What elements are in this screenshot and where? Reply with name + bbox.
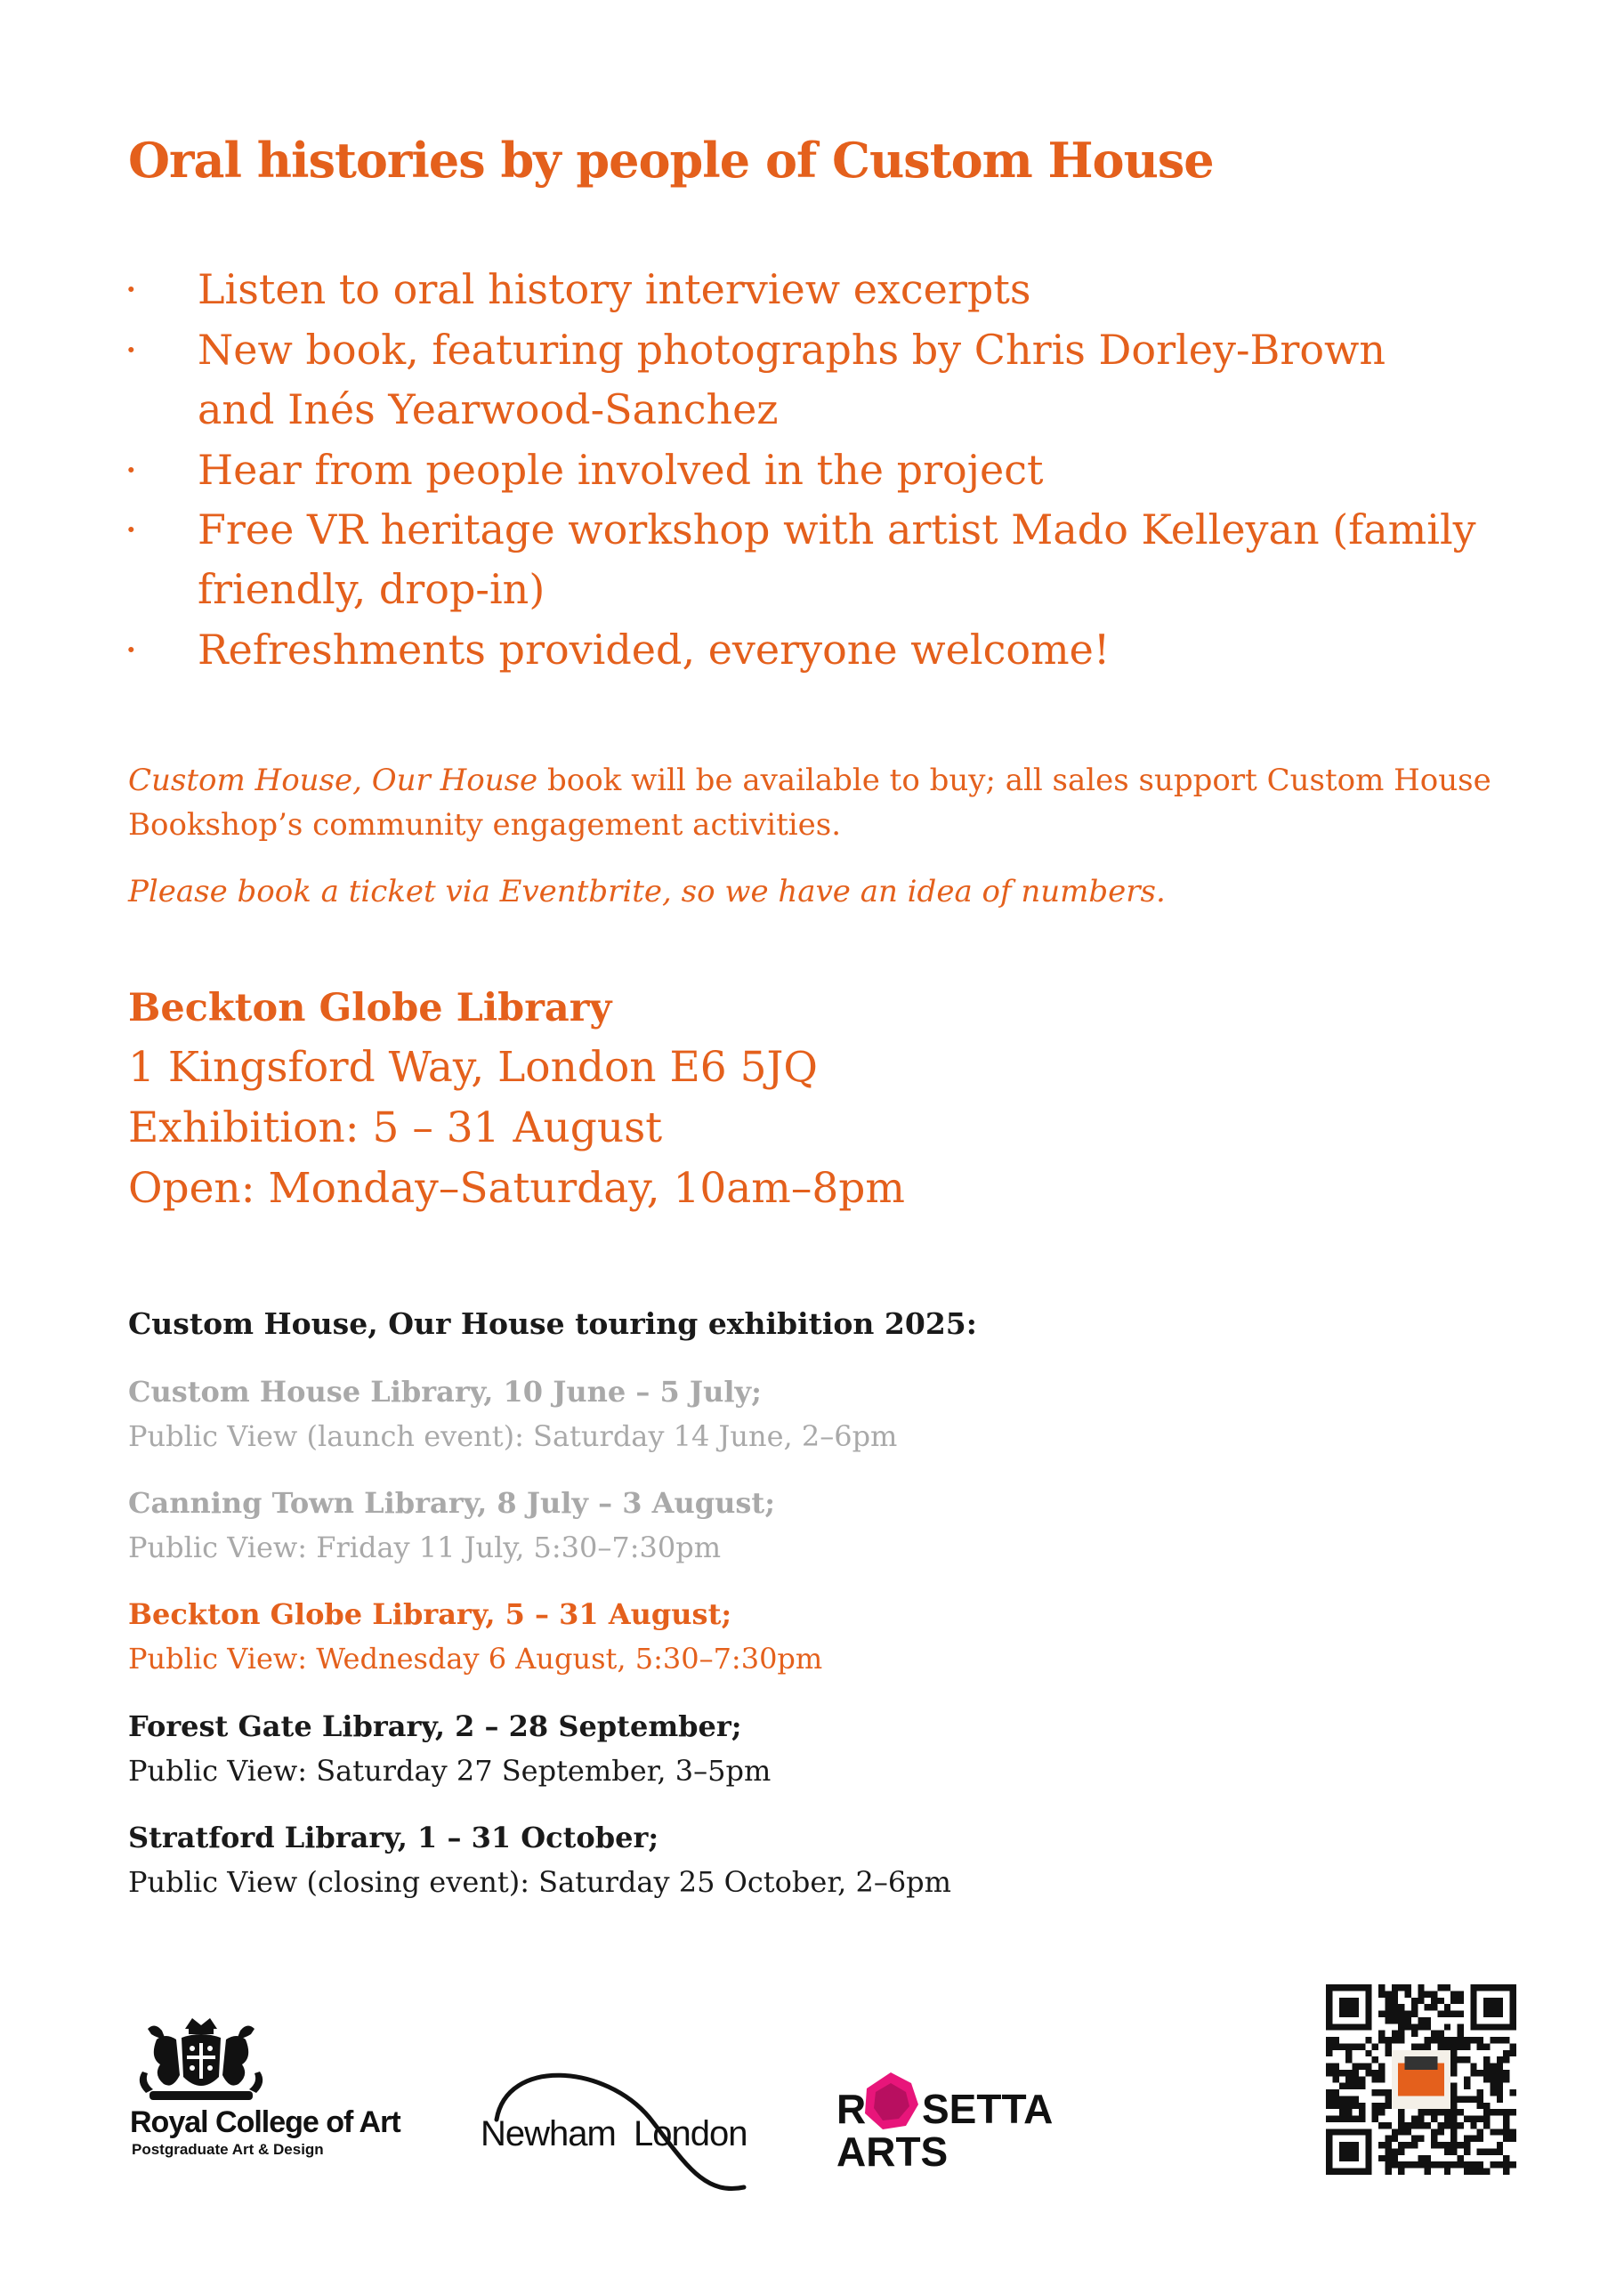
rosetta-arts-logo bbox=[836, 2078, 1095, 2185]
qr-code-icon[interactable] bbox=[1326, 1984, 1516, 2175]
rca-logo bbox=[128, 2013, 448, 2158]
book-note-line2: Bookshop’s community engagement activities. bbox=[128, 807, 842, 843]
newham-text: Newham bbox=[481, 2114, 616, 2153]
list-item-text: Refreshments provided, everyone welcome! bbox=[198, 626, 1111, 674]
london-text: London bbox=[634, 2114, 747, 2153]
book-note bbox=[128, 758, 1491, 803]
tour-stop-view-current: Public View: Wednesday 6 August, 5:30–7:30pm bbox=[128, 1642, 823, 1676]
ticket-note: Please book a ticket via Eventbrite, so we have an idea of numbers. bbox=[128, 874, 1166, 909]
bullet-icon: · bbox=[125, 446, 138, 494]
tour-stop-view: Public View: Saturday 27 September, 3–5pm bbox=[128, 1754, 772, 1788]
list-item-text: Free VR heritage workshop with artist Mado Kelleyan (family bbox=[198, 505, 1476, 553]
rosetta-setta: SETTA bbox=[922, 2086, 1054, 2132]
tour-stop-name: Canning Town Library, 8 July – 3 August; bbox=[128, 1486, 775, 1520]
rca-name: Royal College of Art bbox=[130, 2105, 400, 2139]
qr-code-graphic bbox=[1326, 1984, 1516, 2175]
rosetta-arts: ARTS bbox=[836, 2128, 949, 2175]
list-item-text: New book, featuring photographs by Chris Dorley-Brown bbox=[198, 326, 1386, 374]
list-item-text: and Inés Yearwood-Sanchez bbox=[198, 385, 779, 433]
newham-london-logo bbox=[481, 2064, 783, 2198]
tour-stop-view: Public View (closing event): Saturday 25 October, 2–6pm bbox=[128, 1865, 951, 1899]
venue-opening-hours: Open: Monday–Saturday, 10am–8pm bbox=[128, 1164, 905, 1213]
tour-stop-name: Forest Gate Library, 2 – 28 September; bbox=[128, 1709, 742, 1743]
list-item-text: Listen to oral history interview excerpts bbox=[198, 265, 1031, 313]
book-note-text: book will be available to buy; all sales support Custom House bbox=[537, 763, 1491, 798]
tour-stop-name: Custom House Library, 10 June – 5 July; bbox=[128, 1375, 762, 1409]
tour-stop-view: Public View (launch event): Saturday 14 June, 2–6pm bbox=[128, 1419, 898, 1453]
tour-stop-name: Stratford Library, 1 – 31 October; bbox=[128, 1821, 659, 1854]
venue-address: 1 Kingsford Way, London E6 5JQ bbox=[128, 1043, 818, 1092]
bullet-icon: · bbox=[125, 326, 138, 374]
tour-stop-view: Public View: Friday 11 July, 5:30–7:30pm bbox=[128, 1531, 722, 1564]
venue-exhibition-dates: Exhibition: 5 – 31 August bbox=[128, 1103, 663, 1152]
list-item-text: friendly, drop-in) bbox=[198, 565, 545, 613]
list-item-text: Hear from people involved in the project bbox=[198, 446, 1044, 494]
page-title: Oral histories by people of Custom House bbox=[128, 132, 1214, 189]
rosetta-r: R bbox=[836, 2086, 867, 2132]
book-title: Custom House, Our House bbox=[128, 763, 538, 798]
bullet-icon: · bbox=[125, 505, 138, 553]
venue-name: Beckton Globe Library bbox=[128, 986, 612, 1030]
bullet-icon: · bbox=[125, 626, 138, 674]
tour-stop-name-current: Beckton Globe Library, 5 – 31 August; bbox=[128, 1597, 732, 1631]
bullet-icon: · bbox=[125, 265, 138, 313]
rca-subtitle: Postgraduate Art & Design bbox=[132, 2141, 324, 2158]
tour-heading: Custom House, Our House touring exhibition 2025: bbox=[128, 1306, 977, 1341]
coat-of-arms-icon bbox=[130, 2013, 272, 2106]
rosetta-star-icon bbox=[860, 2071, 922, 2133]
